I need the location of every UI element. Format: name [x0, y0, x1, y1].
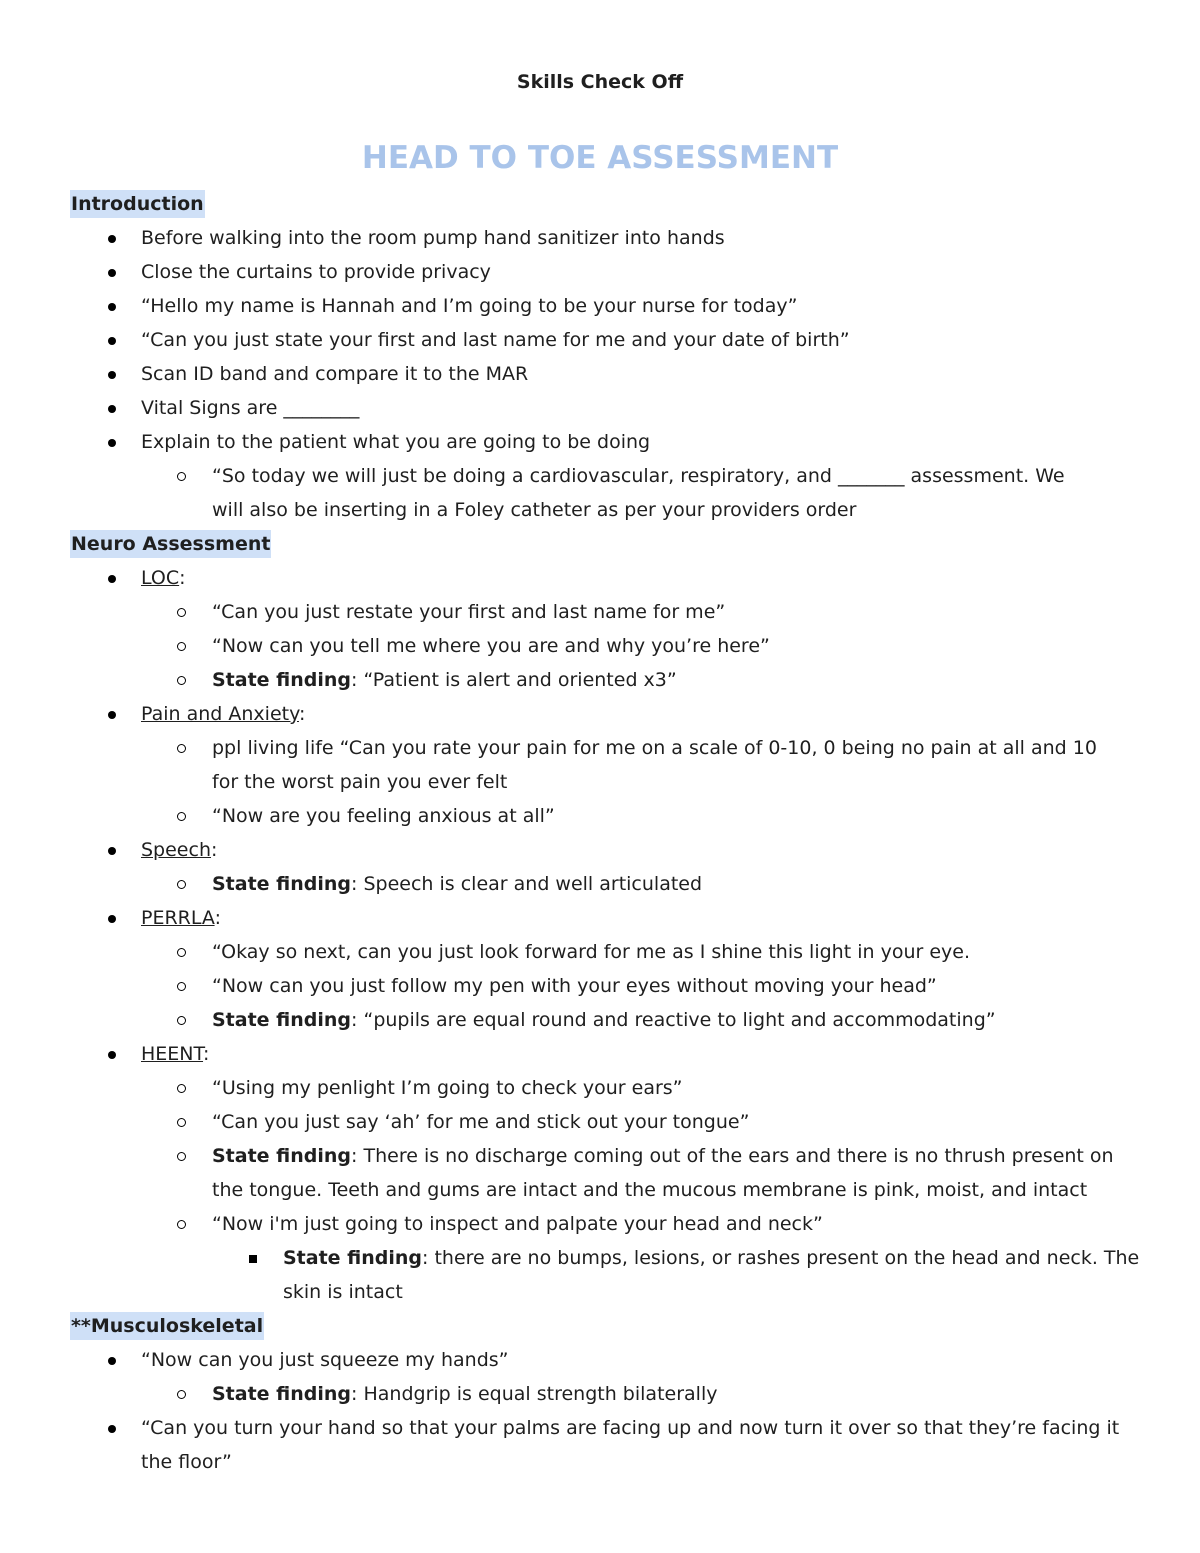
- state-finding-label: State finding: [212, 1145, 352, 1167]
- colon: :: [179, 567, 186, 589]
- sub-list-item: [0, 799, 1200, 833]
- bullet-disc-icon: [108, 847, 116, 855]
- list-item-text: “Now can you just squeeze my hands”: [141, 1349, 509, 1371]
- bullet-circle-icon: [177, 642, 186, 651]
- list-item-text: There is no discharge coming out of the ears and there is no thrush present on: [363, 1145, 1114, 1167]
- list-item-text: Vital Signs are ________: [141, 397, 360, 419]
- bullet-circle-icon: [177, 744, 186, 753]
- item-heading: LOC: [141, 567, 180, 589]
- section-highlight: Introduction: [70, 190, 205, 218]
- bullet-circle-icon: [177, 948, 186, 957]
- sub-list-item: [0, 629, 1200, 663]
- list-item-loc: [0, 561, 1200, 595]
- sub-sub-list-item-continuation: [0, 1275, 1200, 1309]
- item-heading: Speech: [141, 839, 211, 861]
- list-item-text: “Using my penlight I’m going to check your ears”: [212, 1077, 683, 1099]
- list-item: [0, 425, 1200, 459]
- list-item-text: “Now can you tell me where you are and why you’re here”: [212, 635, 770, 657]
- list-item-continuation: [0, 1445, 1200, 1479]
- list-item-text: the floor”: [141, 1451, 232, 1473]
- list-item-perrla: [0, 901, 1200, 935]
- list-item-text: for the worst pain you ever felt: [212, 771, 508, 793]
- document-body: [0, 187, 1200, 1479]
- state-finding-label: State finding: [212, 873, 352, 895]
- bullet-disc-icon: [108, 405, 116, 413]
- list-item-text: “pupils are equal round and reactive to light and accommodating”: [363, 1009, 996, 1031]
- bullet-circle-icon: [177, 1152, 186, 1161]
- bullet-square-icon: [249, 1255, 257, 1263]
- sub-list-item-continuation: [0, 765, 1200, 799]
- sub-list-item-continuation: [0, 493, 1200, 527]
- colon: :: [203, 1043, 210, 1065]
- list-item: [0, 221, 1200, 255]
- list-item-text: “Now are you feeling anxious at all”: [212, 805, 555, 827]
- bullet-circle-icon: [177, 1220, 186, 1229]
- sub-list-item: [0, 1207, 1200, 1241]
- sub-list-item: [0, 1071, 1200, 1105]
- list-item: [0, 1343, 1200, 1377]
- sub-list-item: [0, 1139, 1200, 1173]
- list-item-text: Scan ID band and compare it to the MAR: [141, 363, 529, 385]
- list-item-text: Explain to the patient what you are going to be doing: [141, 431, 651, 453]
- colon: :: [351, 1383, 364, 1405]
- colon: :: [422, 1247, 435, 1269]
- item-heading: Pain and Anxiety: [141, 703, 299, 725]
- bullet-disc-icon: [108, 371, 116, 379]
- colon: :: [351, 873, 364, 895]
- sub-sub-list-item: [0, 1241, 1200, 1275]
- section-heading-musculoskeletal: [0, 1309, 1200, 1343]
- list-item-text: the tongue. Teeth and gums are intact and the mucous membrane is pink, moist, and intact: [212, 1179, 1088, 1201]
- list-item: [0, 323, 1200, 357]
- bullet-circle-icon: [177, 1390, 186, 1399]
- bullet-disc-icon: [108, 303, 116, 311]
- sub-list-item-continuation: [0, 1173, 1200, 1207]
- bullet-circle-icon: [177, 880, 186, 889]
- list-item-speech: [0, 833, 1200, 867]
- colon: :: [211, 839, 218, 861]
- list-item-text: “Okay so next, can you just look forward for me as I shine this light in your eye.: [212, 941, 970, 963]
- list-item: [0, 289, 1200, 323]
- sub-list-item: [0, 1105, 1200, 1139]
- colon: :: [351, 669, 364, 691]
- list-item-text: “Patient is alert and oriented x3”: [363, 669, 677, 691]
- document-header: Skills Check Off: [516, 71, 684, 93]
- sub-list-item: [0, 731, 1200, 765]
- document-title: HEAD TO TOE ASSESSMENT: [361, 140, 839, 176]
- bullet-disc-icon: [108, 1051, 116, 1059]
- list-item: [0, 1411, 1200, 1445]
- list-item: [0, 357, 1200, 391]
- sub-list-item: [0, 595, 1200, 629]
- bullet-circle-icon: [177, 1084, 186, 1093]
- list-item: [0, 255, 1200, 289]
- colon: :: [214, 907, 221, 929]
- sub-list-item: [0, 1003, 1200, 1037]
- sub-list-item: [0, 867, 1200, 901]
- bullet-disc-icon: [108, 269, 116, 277]
- list-item-text: “Can you just state your first and last name for me and your date of birth”: [141, 329, 850, 351]
- colon: :: [298, 703, 306, 725]
- list-item-pain: [0, 697, 1200, 731]
- list-item-text: Handgrip is equal strength bilaterally: [363, 1383, 718, 1405]
- bullet-circle-icon: [177, 608, 186, 617]
- bullet-circle-icon: [177, 472, 186, 481]
- sub-list-item: [0, 459, 1200, 493]
- bullet-disc-icon: [108, 711, 116, 719]
- section-heading-neuro: [0, 527, 1200, 561]
- list-item-text: “So today we will just be doing a cardiovascular, respiratory, and _______ assessment. We: [212, 465, 1065, 487]
- bullet-disc-icon: [108, 439, 116, 447]
- list-item-text: Speech is clear and well articulated: [363, 873, 703, 895]
- bullet-circle-icon: [177, 812, 186, 821]
- list-item-text: “Can you turn your hand so that your palms are facing up and now turn it over so that they’re facing it: [141, 1417, 1120, 1439]
- state-finding-label: State finding: [212, 1009, 352, 1031]
- item-heading: HEENT: [141, 1043, 204, 1065]
- list-item-text: “Can you just restate your first and last name for me”: [212, 601, 726, 623]
- bullet-disc-icon: [108, 1357, 116, 1365]
- bullet-disc-icon: [108, 575, 116, 583]
- bullet-disc-icon: [108, 915, 116, 923]
- list-item: [0, 391, 1200, 425]
- sub-list-item: [0, 935, 1200, 969]
- list-item-text: “Now can you just follow my pen with your eyes without moving your head”: [212, 975, 937, 997]
- colon: :: [351, 1145, 364, 1167]
- list-item-text: Close the curtains to provide privacy: [141, 261, 491, 283]
- bullet-disc-icon: [108, 1425, 116, 1433]
- state-finding-label: State finding: [212, 669, 352, 691]
- list-item-text: Before walking into the room pump hand sanitizer into hands: [141, 227, 725, 249]
- list-item-text: will also be inserting in a Foley catheter as per your providers order: [212, 499, 857, 521]
- bullet-circle-icon: [177, 982, 186, 991]
- section-heading-introduction: [0, 187, 1200, 221]
- colon: :: [351, 1009, 364, 1031]
- list-item-text: “Now i'm just going to inspect and palpate your head and neck”: [212, 1213, 823, 1235]
- sub-list-item: [0, 1377, 1200, 1411]
- list-item-text: ppl living life “Can you rate your pain for me on a scale of 0-10, 0 being no pain at all and 10: [212, 737, 1097, 759]
- item-heading: PERRLA: [141, 907, 215, 929]
- sub-list-item: [0, 969, 1200, 1003]
- section-highlight: Neuro Assessment: [70, 530, 271, 558]
- list-item-text: “Can you just say ‘ah’ for me and stick out your tongue”: [212, 1111, 750, 1133]
- sub-list-item: [0, 663, 1200, 697]
- bullet-circle-icon: [177, 1016, 186, 1025]
- section-highlight: **Musculoskeletal: [70, 1312, 264, 1340]
- list-item-text: there are no bumps, lesions, or rashes present on the head and neck. The: [434, 1247, 1140, 1269]
- bullet-circle-icon: [177, 676, 186, 685]
- bullet-circle-icon: [177, 1118, 186, 1127]
- list-item-heent: [0, 1037, 1200, 1071]
- state-finding-label: State finding: [212, 1383, 352, 1405]
- list-item-text: skin is intact: [283, 1281, 403, 1303]
- bullet-disc-icon: [108, 337, 116, 345]
- bullet-disc-icon: [108, 235, 116, 243]
- state-finding-label: State finding: [283, 1247, 423, 1269]
- list-item-text: “Hello my name is Hannah and I’m going to be your nurse for today”: [141, 295, 798, 317]
